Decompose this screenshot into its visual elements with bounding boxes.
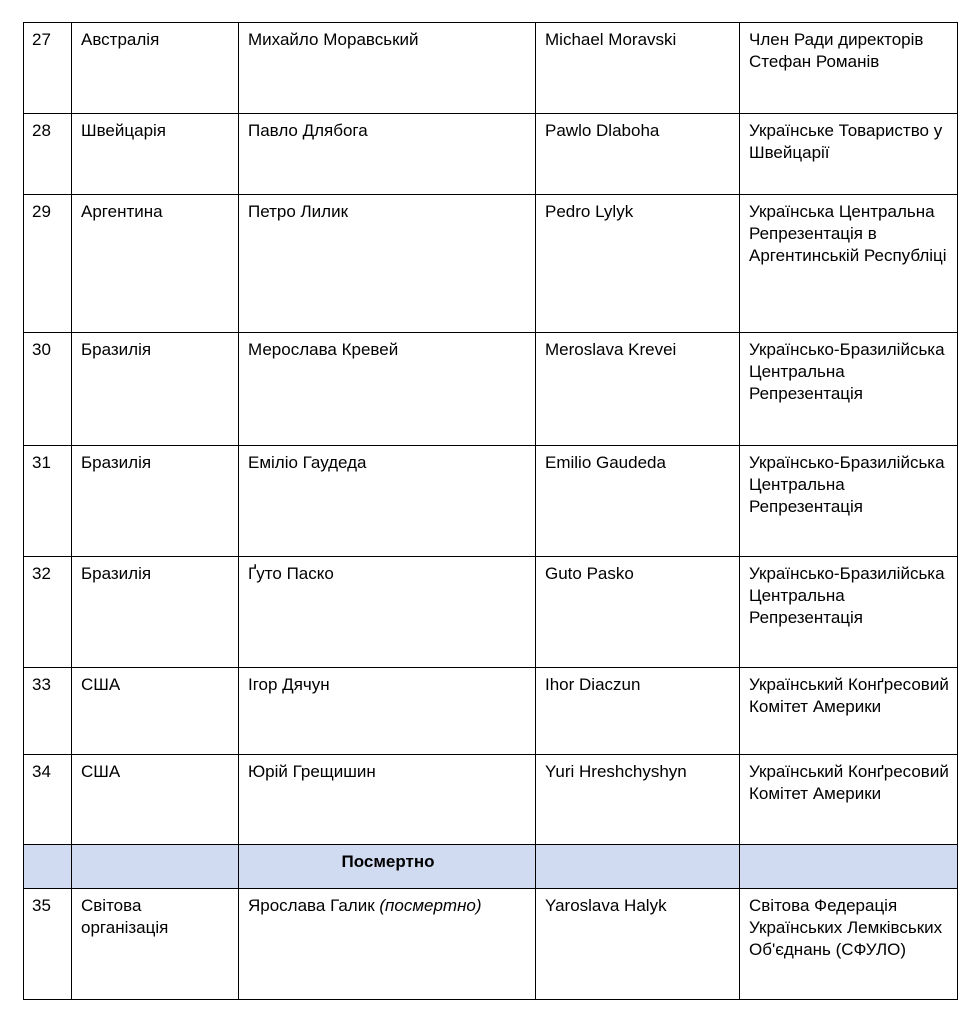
table-row [24, 446, 958, 557]
organization-cell: Світова Федерація Українських Лемківських Об'єднань (СФУЛО) [740, 889, 958, 1000]
table-row [24, 755, 958, 845]
organization-cell: Українська Центральна Репрезентація в Аргентинській Республіці [740, 195, 958, 333]
name-uk-cell: Ґуто Паско [239, 557, 536, 668]
table-row [24, 114, 958, 195]
awards-table [23, 22, 958, 1000]
name-uk-text: Ярослава Галик [248, 896, 375, 915]
name-uk-cell: Михайло Моравський [239, 23, 536, 114]
row-number: 27 [24, 23, 72, 114]
country-cell: США [72, 668, 239, 755]
row-number: 34 [24, 755, 72, 845]
table-row [24, 23, 958, 114]
organization-cell: Український Конґресовий Комітет Америки [740, 668, 958, 755]
country-cell: Бразилія [72, 557, 239, 668]
name-en-cell: Guto Pasko [536, 557, 740, 668]
row-number: 35 [24, 889, 72, 1000]
row-number: 29 [24, 195, 72, 333]
name-uk-cell: Петро Лилик [239, 195, 536, 333]
organization-cell: Член Ради директорів Стефан Романів [740, 23, 958, 114]
name-en-cell: Ihor Diaczun [536, 668, 740, 755]
name-en-cell: Meroslava Krevei [536, 333, 740, 446]
name-uk-cell: Павло Длябога [239, 114, 536, 195]
name-en-cell: Emilio Gaudeda [536, 446, 740, 557]
organization-cell: Український Конґресовий Комітет Америки [740, 755, 958, 845]
section-empty-cell [72, 845, 239, 889]
table-row [24, 889, 958, 1000]
row-number: 33 [24, 668, 72, 755]
section-header-row [24, 845, 958, 889]
organization-cell: Українсько-Бразилійська Центральна Репрезентація [740, 333, 958, 446]
name-en-cell: Pedro Lylyk [536, 195, 740, 333]
country-cell: Швейцарія [72, 114, 239, 195]
table-row [24, 333, 958, 446]
organization-cell: Українсько-Бразилійська Центральна Репрезентація [740, 446, 958, 557]
country-cell: США [72, 755, 239, 845]
section-label: Посмертно [239, 845, 536, 889]
name-uk-cell: Ігор Дячун [239, 668, 536, 755]
name-uk-cell: Еміліо Гаудеда [239, 446, 536, 557]
row-number: 28 [24, 114, 72, 195]
row-number: 31 [24, 446, 72, 557]
name-uk-cell: Юрій Грещишин [239, 755, 536, 845]
row-number: 30 [24, 333, 72, 446]
country-cell: Аргентина [72, 195, 239, 333]
name-en-cell: Yaroslava Halyk [536, 889, 740, 1000]
name-uk-cell: Мерослава Кревей [239, 333, 536, 446]
table-row [24, 557, 958, 668]
organization-cell: Українсько-Бразилійська Центральна Репрезентація [740, 557, 958, 668]
table-row [24, 668, 958, 755]
organization-cell: Українське Товариство у Швейцарії [740, 114, 958, 195]
name-uk-cell [239, 889, 536, 1000]
section-empty-cell [536, 845, 740, 889]
section-empty-cell [24, 845, 72, 889]
country-cell: Бразилія [72, 333, 239, 446]
country-cell: Бразилія [72, 446, 239, 557]
table-row [24, 195, 958, 333]
country-cell: Австралія [72, 23, 239, 114]
posthumous-note: (посмертно) [379, 896, 482, 915]
name-en-cell: Pawlo Dlaboha [536, 114, 740, 195]
name-en-cell: Yuri Hreshchyshyn [536, 755, 740, 845]
row-number: 32 [24, 557, 72, 668]
name-en-cell: Michael Moravski [536, 23, 740, 114]
country-cell: Світова організація [72, 889, 239, 1000]
section-empty-cell [740, 845, 958, 889]
